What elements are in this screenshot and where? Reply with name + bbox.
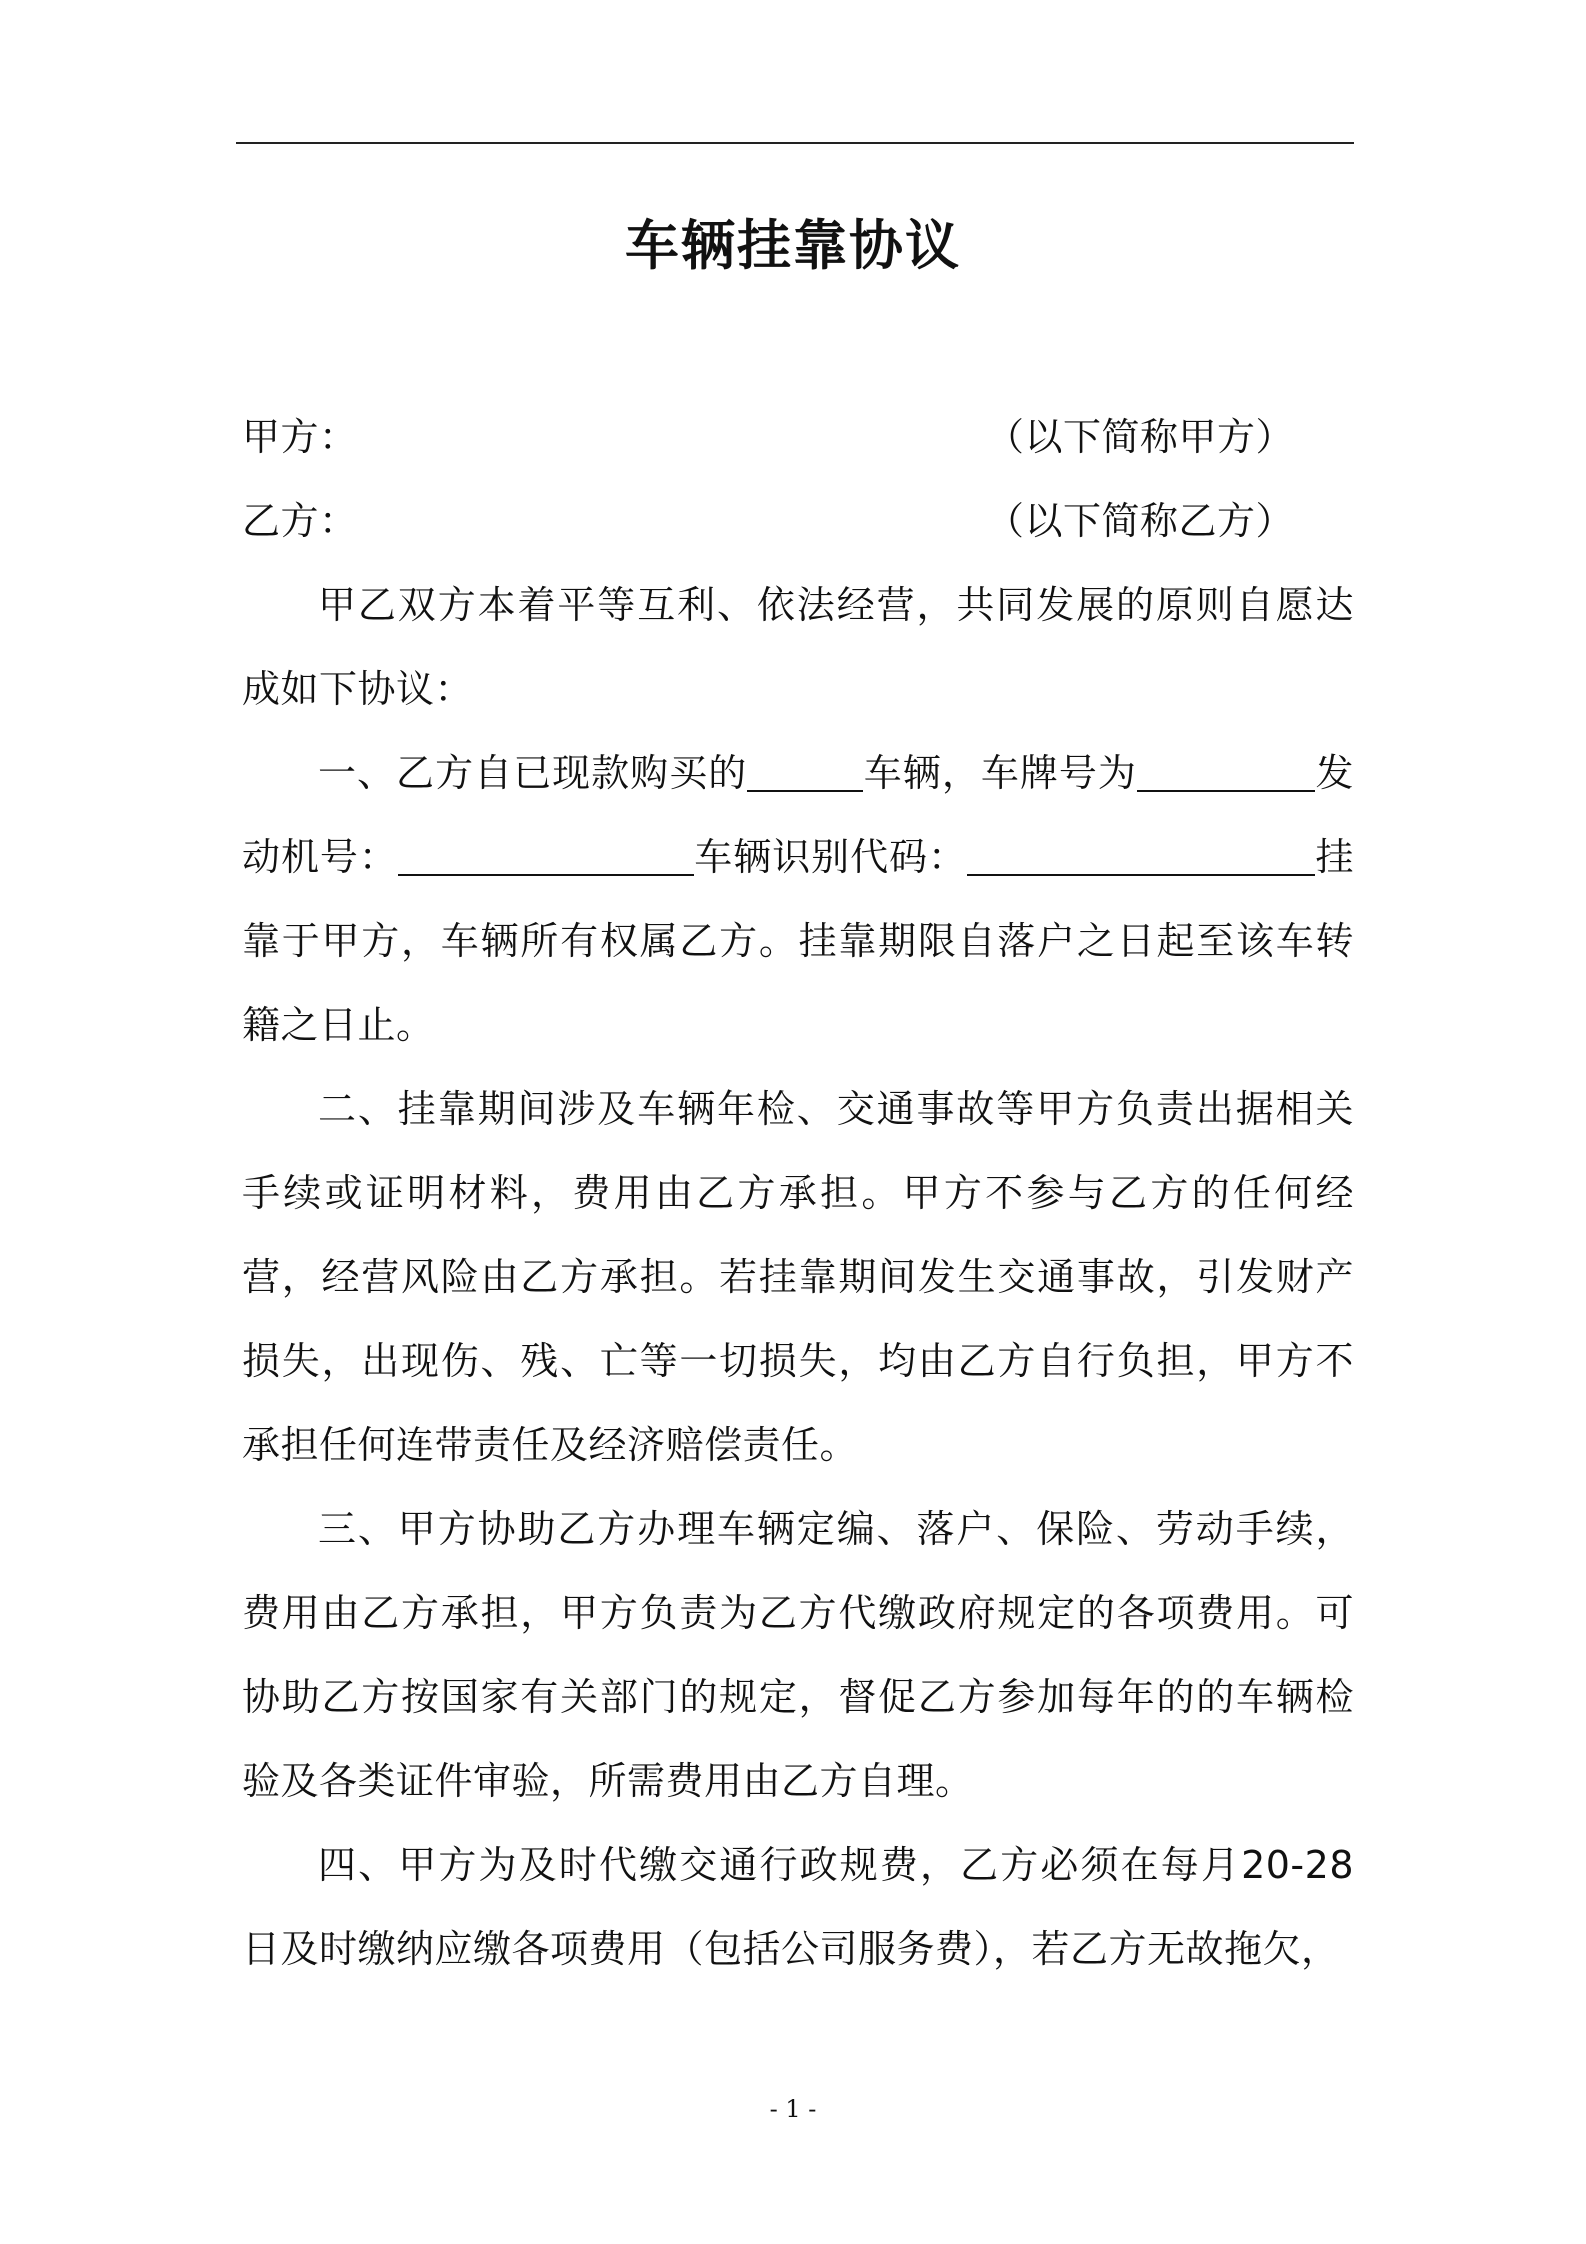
clause-1 [242,731,1354,1067]
clause-1-part2: 车辆，车牌号为 [863,751,1137,795]
party-b [242,479,1354,563]
vin-blank [967,836,1315,876]
clause-1-part4: 车辆识别代码： [693,835,968,879]
party-a-label: 甲方： [242,415,358,459]
header-rule [236,142,1354,144]
clause-1-part3: 发动机号： [242,751,1354,879]
party-b-alias: （以下简称乙方） [986,499,1295,543]
clause-1-part5: 挂靠于甲方，车辆所有权属乙方。挂靠期限自落户之日起至该车转籍之日止。 [242,835,1354,1047]
engine-number-blank [398,836,694,876]
party-b-label: 乙方： [242,499,358,543]
party-a-alias: （以下简称甲方） [986,415,1295,459]
clause-4: 四、甲方为及时代缴交通行政规费，乙方必须在每月20-28日及时缴纳应缴各项费用（包括公司服务费），若乙方无故拖欠， [242,1843,1354,1971]
party-a [242,395,1354,479]
plate-number-blank [1137,752,1315,792]
vehicle-model-blank [747,752,863,792]
clause-2: 二、挂靠期间涉及车辆年检、交通事故等甲方负责出据相关手续或证明材料，费用由乙方承担。甲方不参与乙方的任何经营，经营风险由乙方承担。若挂靠期间发生交通事故，引发财产损失，出现伤、残、亡等一切损失，均由乙方自行负担，甲方不承担任何连带责任及经济赔偿责任。 [242,1087,1354,1467]
page-number: - 1 - [769,2095,817,2123]
clause-1-part1: 一、乙方自已现款购买的 [318,751,748,795]
intro-paragraph: 甲乙双方本着平等互利、依法经营，共同发展的原则自愿达成如下协议： [242,583,1354,711]
document-body [242,395,1354,1991]
document-title: 车辆挂靠协议 [625,214,961,277]
clause-3: 三、甲方协助乙方办理车辆定编、落户、保险、劳动手续，费用由乙方承担，甲方负责为乙方代缴政府规定的各项费用。可协助乙方按国家有关部门的规定，督促乙方参加每年的的车辆检验及各类证件审验，所需费用由乙方自理。 [242,1507,1354,1803]
